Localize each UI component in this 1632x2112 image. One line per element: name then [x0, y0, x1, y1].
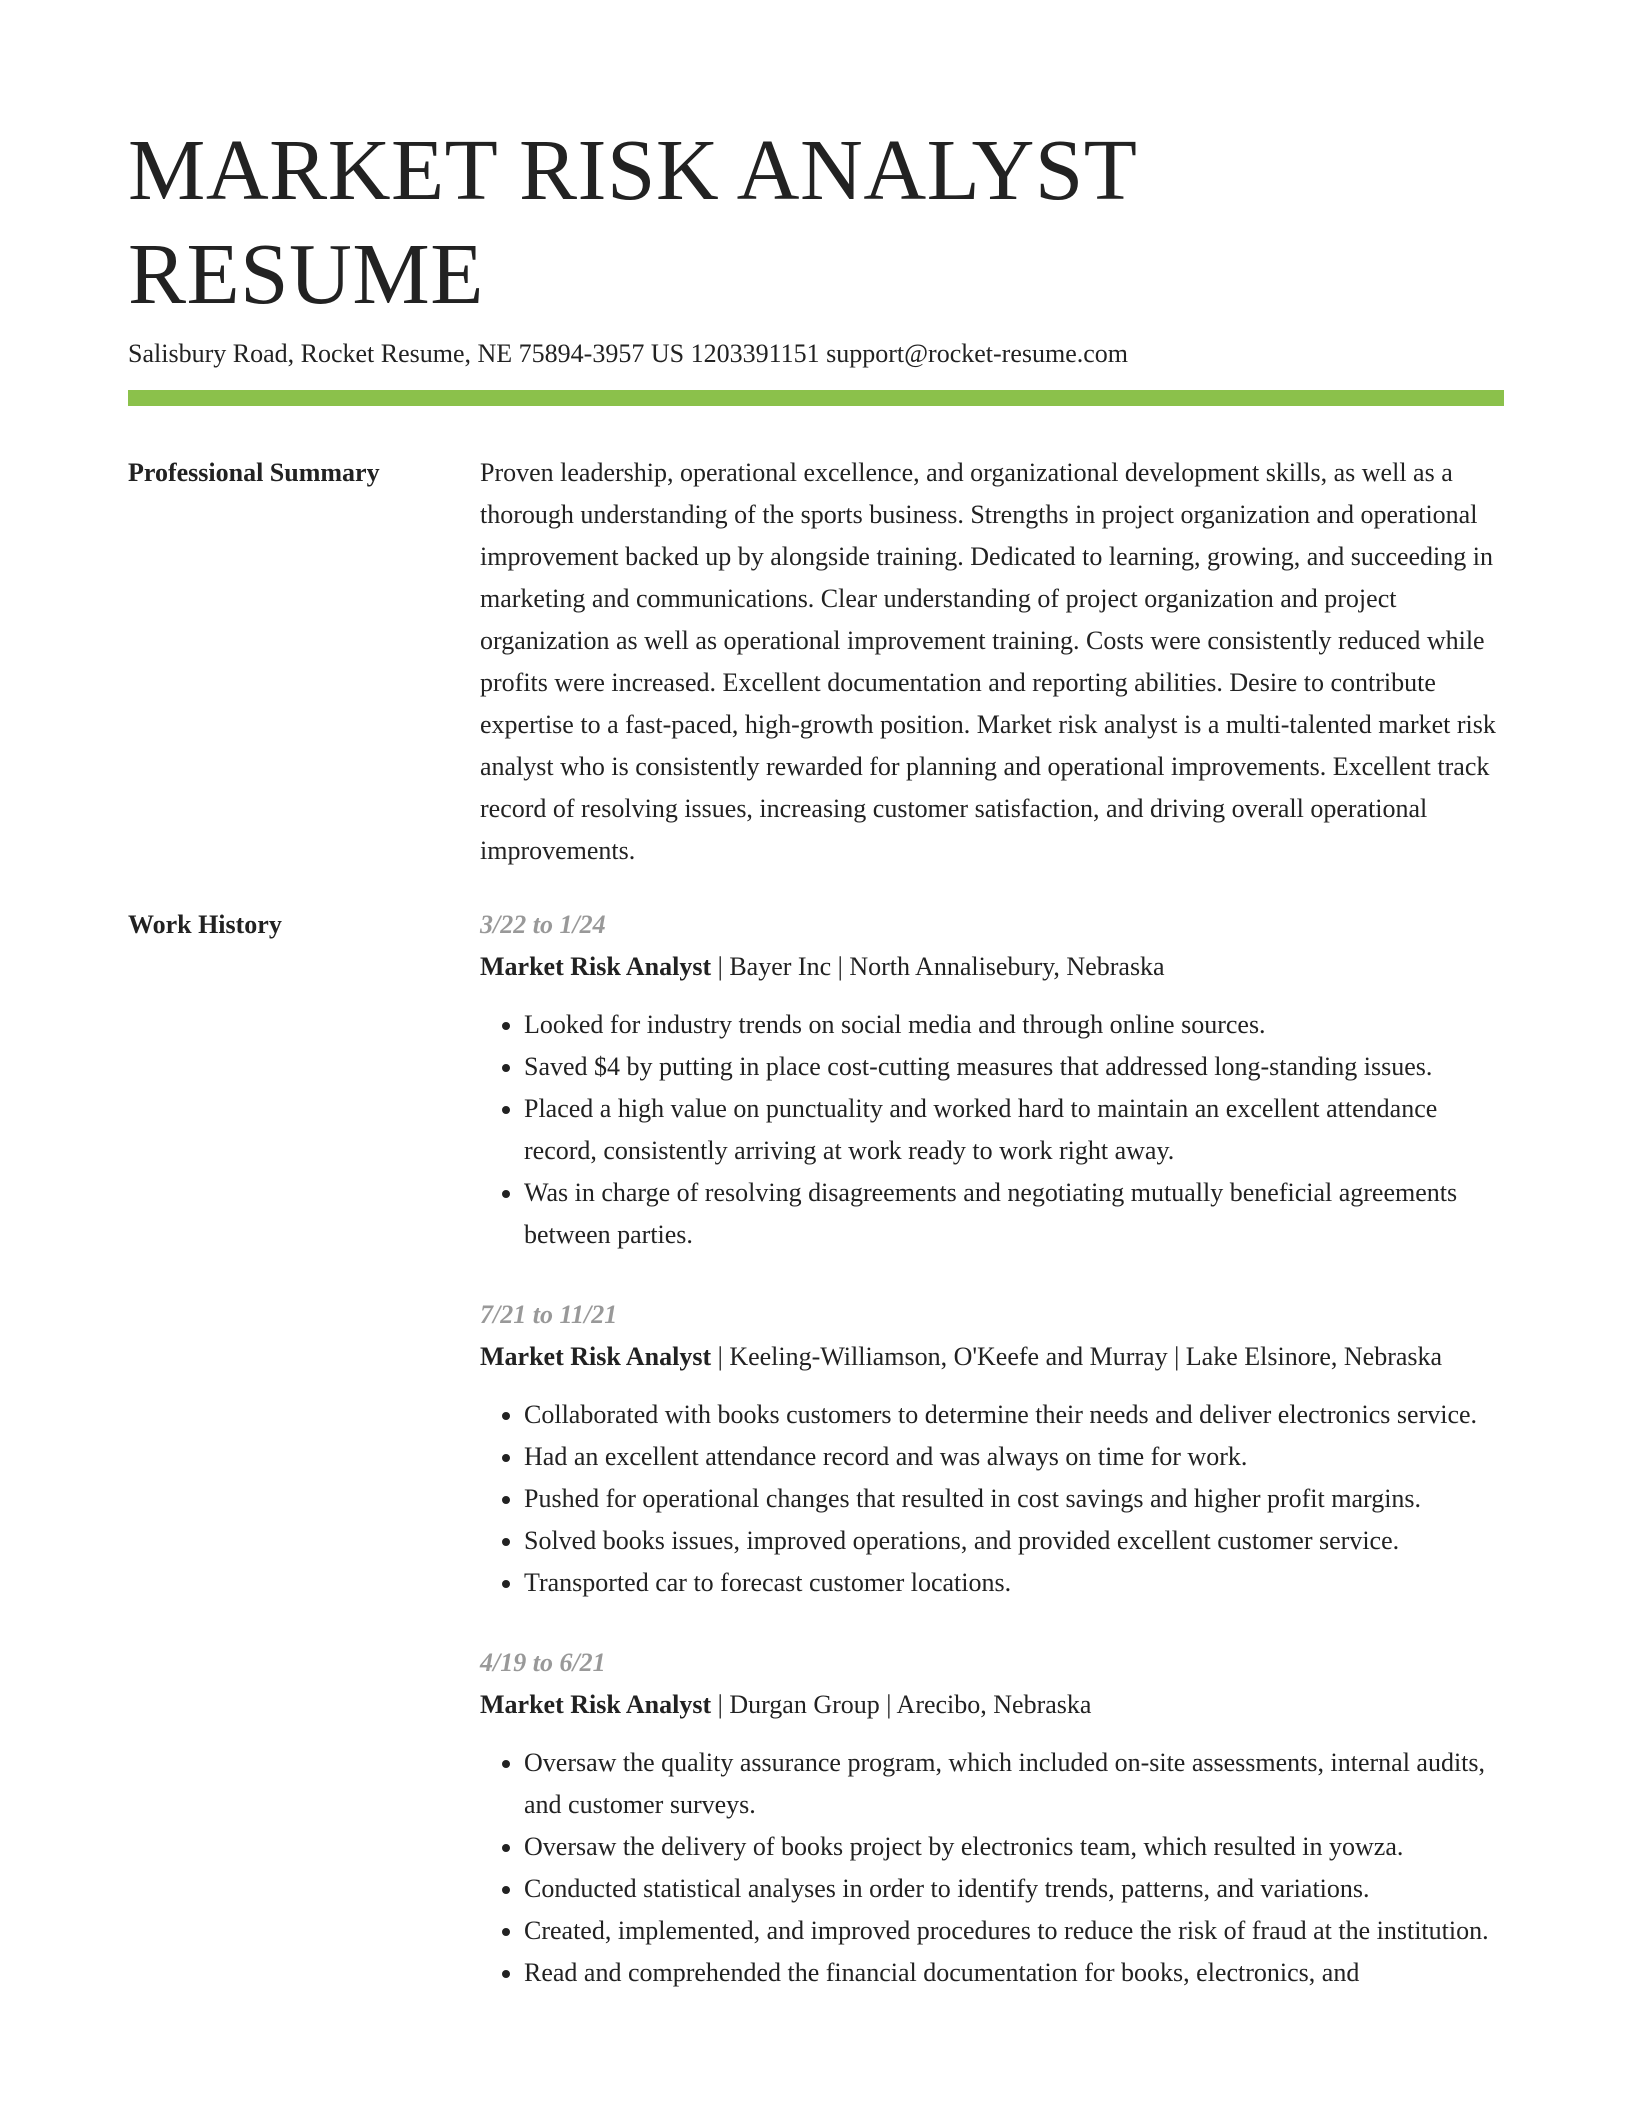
- job-bullet: • Oversaw the delivery of books project by electronics team, which resulted in yowza.: [524, 1826, 1504, 1868]
- job-bullet: • Transported car to forecast customer locations.: [524, 1562, 1504, 1604]
- job-bullet: • Was in charge of resolving disagreements and negotiating mutually beneficial agreements between parties.: [524, 1172, 1504, 1256]
- job-dates: 3/22 to 1/24: [480, 910, 606, 939]
- contact-line: Salisbury Road, Rocket Resume, NE 75894-3957 US 1203391151 support@rocket-resume.com: [128, 339, 1129, 368]
- summary-body: [480, 452, 1504, 872]
- job-bullet: • Saved $4 by putting in place cost-cutting measures that addressed long-standing issues.: [524, 1046, 1504, 1088]
- job-bullet: • Oversaw the quality assurance program, which included on-site assessments, internal audits, and customer surveys.: [524, 1742, 1504, 1826]
- page-title: MARKET RISK ANALYST RESUME: [128, 121, 1136, 322]
- job-entry: [480, 904, 1504, 1256]
- resume-page: [128, 0, 1504, 2032]
- job-role: Market Risk Analyst: [480, 952, 712, 981]
- job-details: | Bayer Inc | North Annalisebury, Nebraska: [711, 952, 1165, 981]
- job-bullet-list: [480, 1394, 1504, 1604]
- job-entry: [480, 1642, 1504, 1994]
- job-bullet: • Read and comprehended the financial documentation for books, electronics, and: [524, 1952, 1504, 1994]
- job-title-line: [480, 946, 1504, 988]
- job-title-line: [480, 1684, 1504, 1726]
- job-bullet: • Pushed for operational changes that resulted in cost savings and higher profit margins.: [524, 1478, 1504, 1520]
- job-bullet: • Collaborated with books customers to determine their needs and deliver electronics service.: [524, 1394, 1504, 1436]
- job-bullet: • Solved books issues, improved operations, and provided excellent customer service.: [524, 1520, 1504, 1562]
- summary-section: [128, 452, 1504, 872]
- job-bullet: • Conducted statistical analyses in order to identify trends, patterns, and variations.: [524, 1868, 1504, 1910]
- work-history-body: [480, 904, 1504, 2032]
- header-divider: [128, 390, 1504, 406]
- job-entry: [480, 1294, 1504, 1604]
- job-bullet: • Had an excellent attendance record and was always on time for work.: [524, 1436, 1504, 1478]
- work-history-heading: Work History: [128, 910, 282, 939]
- job-bullet: • Placed a high value on punctuality and worked hard to maintain an excellent attendance record, consistently arriving at work ready to work right away.: [524, 1088, 1504, 1172]
- job-role: Market Risk Analyst: [480, 1690, 712, 1719]
- job-bullet-list: [480, 1742, 1504, 1994]
- job-bullet: • Looked for industry trends on social media and through online sources.: [524, 1004, 1504, 1046]
- job-title-line: [480, 1336, 1504, 1378]
- job-dates: 4/19 to 6/21: [480, 1648, 606, 1677]
- job-details: | Durgan Group | Arecibo, Nebraska: [711, 1690, 1092, 1719]
- job-details: | Keeling-Williamson, O'Keefe and Murray | Lake Elsinore, Nebraska: [711, 1342, 1443, 1371]
- summary-heading: Professional Summary: [128, 458, 380, 487]
- summary-text: Proven leadership, operational excellence, and organizational development skills, as well as a thorough understanding of the sports business. Strengths in project organization and operational improvement backed up by alongside training. Dedicated to learning, growing, and succeeding in marketing and communications. Clear understanding of project organization and project organization as well as operational improvement training. Costs were consistently reduced while profits were increased. Excellent documentation and reporting abilities. Desire to contribute expertise to a fast-paced, high-growth position. Market risk analyst is a multi-talented market risk analyst who is consistently rewarded for planning and operational improvements. Excellent track record of resolving issues, increasing customer satisfaction, and driving overall operational improvements.: [480, 458, 1496, 865]
- job-role: Market Risk Analyst: [480, 1342, 712, 1371]
- work-history-section: [128, 904, 1504, 2032]
- job-dates: 7/21 to 11/21: [480, 1300, 618, 1329]
- job-bullet-list: [480, 1004, 1504, 1256]
- job-bullet: • Created, implemented, and improved procedures to reduce the risk of fraud at the institution.: [524, 1910, 1504, 1952]
